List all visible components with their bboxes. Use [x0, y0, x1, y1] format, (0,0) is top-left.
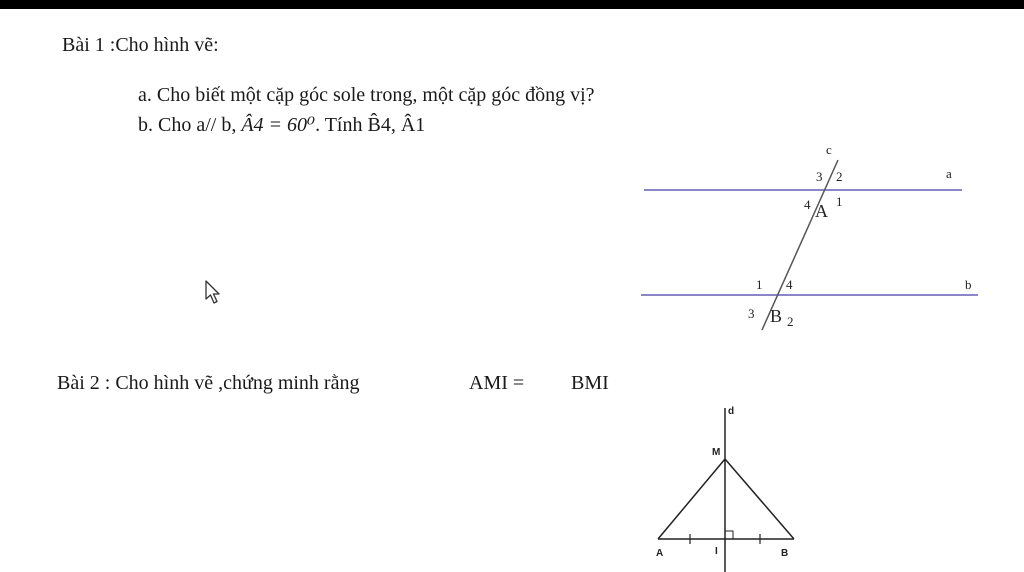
label-B: B	[781, 548, 789, 559]
point-A: A	[815, 201, 828, 221]
ex1-b-b4: B̂4	[367, 114, 391, 136]
segment-MA	[658, 459, 725, 539]
angle-A4: 4	[804, 197, 811, 212]
right-angle-mark	[725, 531, 733, 539]
angle-A1: 1	[836, 194, 843, 209]
parallel-lines-figure	[630, 140, 980, 340]
angle-A2: 2	[836, 169, 843, 184]
ex1-title: Bài 1 :Cho hình vẽ:	[62, 34, 219, 56]
label-d: d	[728, 406, 735, 417]
label-a: a	[946, 166, 952, 181]
ex1-question-b	[138, 112, 425, 137]
angle-B3: 3	[748, 306, 755, 321]
segment-MB	[725, 459, 794, 539]
point-B: B	[770, 306, 783, 326]
ex2-eq-left: AMI =	[469, 372, 525, 394]
ex1-b-sep: ,	[390, 114, 401, 136]
ex2-text: Bài 2 : Cho hình vẽ ,chứng minh rằng	[57, 372, 360, 394]
ex1-b-prefix: b. Cho a// b,	[138, 114, 242, 136]
label-A: A	[656, 548, 664, 559]
ex1-b-a1: Â1	[400, 114, 426, 136]
top-bar	[0, 0, 1024, 9]
transversal-c	[762, 160, 838, 330]
mouse-pointer-icon	[205, 280, 225, 306]
triangle-figure	[650, 402, 810, 572]
label-c: c	[826, 142, 832, 157]
ex1-b-mid: . Tính	[315, 114, 368, 136]
angle-B1: 1	[756, 277, 763, 292]
label-b: b	[965, 277, 972, 292]
ex2-eq-right: BMI	[571, 372, 609, 394]
angle-B4: 4	[786, 277, 793, 292]
label-I: I	[715, 546, 718, 557]
ex1-question-a: a. Cho biết một cặp góc sole trong, một cặp góc đồng vị?	[138, 84, 595, 106]
angle-B2: 2	[787, 314, 794, 329]
ex1-b-a4-given: Â4 = 60⁰	[241, 114, 316, 136]
angle-A3: 3	[816, 169, 823, 184]
label-M: M	[712, 447, 721, 458]
